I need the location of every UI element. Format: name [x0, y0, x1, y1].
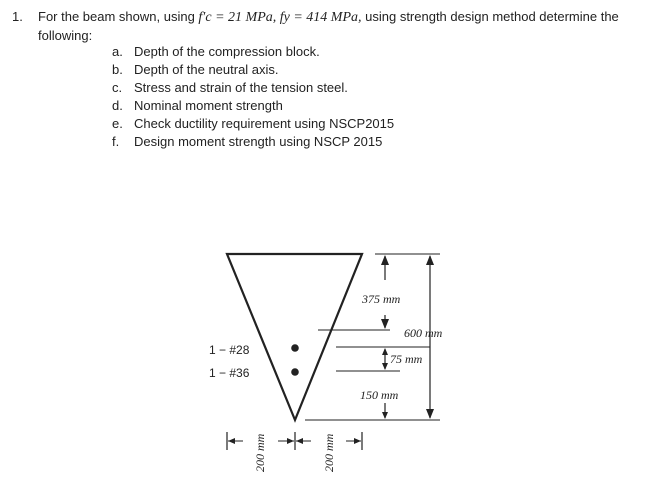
arrow-right-icon	[287, 438, 294, 444]
item-text: Check ductility requirement using NSCP2015	[134, 116, 395, 131]
question-intro-end: using strength design method determine the following:	[38, 9, 619, 43]
dim-label-375: 375 mm	[362, 292, 401, 306]
item-marker: e.	[112, 116, 123, 131]
beam-section	[227, 254, 362, 420]
item-marker: b.	[112, 62, 123, 77]
dim-label-75: 75 mm	[390, 352, 423, 366]
arrow-down-icon	[426, 409, 434, 419]
arrow-left-icon	[228, 438, 235, 444]
rebar-28	[291, 344, 299, 352]
item-marker: c.	[112, 80, 123, 95]
item-text: Design moment strength using NSCP 2015	[134, 134, 383, 149]
item-marker: d.	[112, 98, 123, 113]
arrow-down-icon	[382, 363, 388, 370]
item-text: Stress and strain of the tension steel.	[134, 80, 348, 95]
arrow-up-icon	[426, 255, 434, 265]
arrow-down-icon	[381, 319, 389, 329]
arrow-up-icon	[381, 255, 389, 265]
dim-label-600: 600 mm	[404, 326, 443, 340]
bar-label-36: 1 − #36	[209, 366, 250, 380]
item-marker: f.	[112, 134, 120, 149]
dim-label-200-left: 200 mm	[253, 433, 267, 472]
bar-label-28: 1 − #28	[209, 343, 250, 357]
dim-label-200-right: 200 mm	[322, 433, 336, 472]
material-formula: f′c = 21 MPa, fy = 414 MPa,	[198, 10, 362, 25]
dim-label-150: 150 mm	[360, 388, 399, 402]
arrow-down-icon	[382, 412, 388, 419]
item-text: Nominal moment strength	[134, 98, 283, 113]
question-intro: For the beam shown, using	[38, 9, 199, 24]
item-text: Depth of the compression block.	[134, 44, 320, 59]
rebar-36	[291, 368, 299, 376]
arrow-left-icon	[296, 438, 303, 444]
arrow-right-icon	[354, 438, 361, 444]
arrow-up-icon	[382, 348, 388, 355]
question-number: 1.	[12, 9, 23, 24]
item-text: Depth of the neutral axis.	[134, 62, 279, 77]
item-marker: a.	[112, 44, 123, 59]
